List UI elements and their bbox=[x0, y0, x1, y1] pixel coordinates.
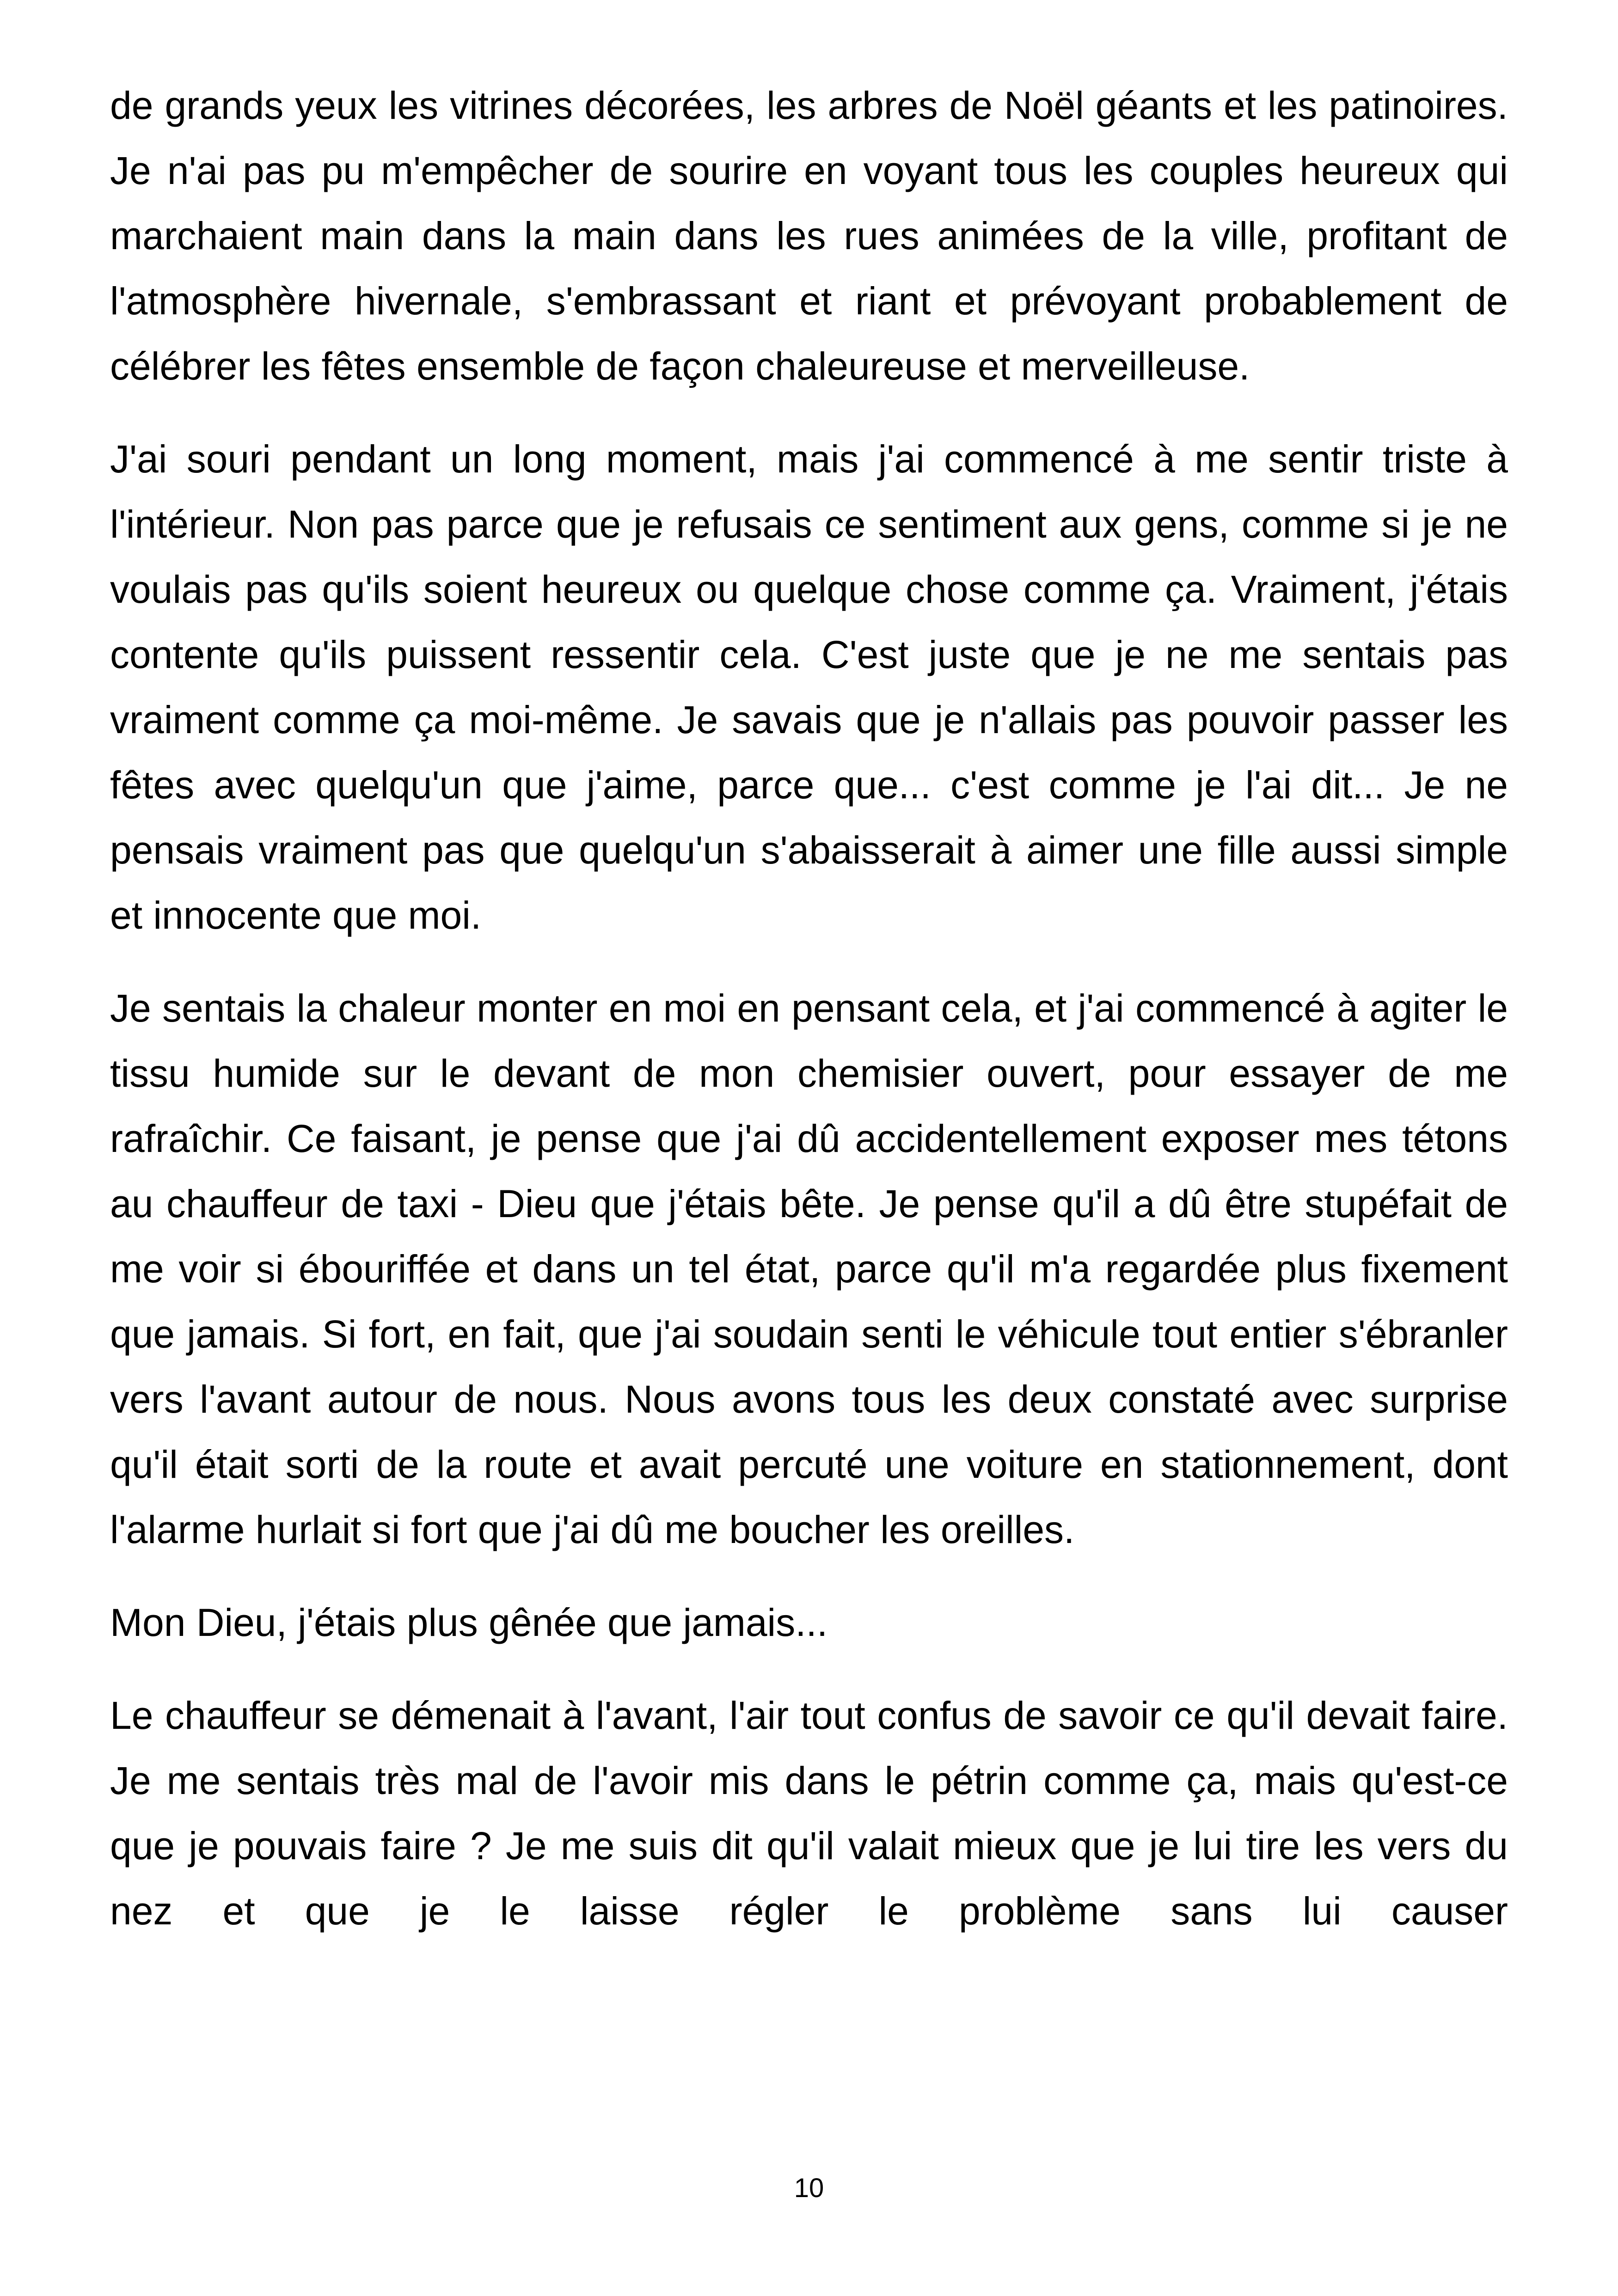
paragraph-1: de grands yeux les vitrines décorées, les arbres de Noël géants et les patinoires. Je n'ai pas pu m'empêcher de sourire en voyant tous les couples heureux qui marchaient main dans la main dans les rues animées de la ville, profitant de l'atmosphère hivernale, s'embrassant et riant et prévoyant probablement de célébrer les fêtes ensemble de façon chaleureuse et merveilleuse. bbox=[110, 84, 1508, 388]
paragraph-4: Mon Dieu, j'étais plus gênée que jamais... bbox=[110, 1601, 828, 1644]
paragraph-3: Je sentais la chaleur monter en moi en pensant cela, et j'ai commencé à agiter le tissu humide sur le devant de mon chemisier ouvert, pour essayer de me rafraîchir. Ce faisant, je pense que j'ai dû accidentellement exposer mes tétons au chauffeur de taxi - Dieu que j'étais bête. Je pense qu'il a dû être stupéfait de me voir si ébouriffée et dans un tel état, parce qu'il m'a regardée plus fixement que jamais. Si fort, en fait, que j'ai soudain senti le véhicule tout entier s'ébranler vers l'avant autour de nous. Nous avons tous les deux constaté avec surprise qu'il était sorti de la route et avait percuté une voiture en stationnement, dont l'alarme hurlait si fort que j'ai dû me boucher les oreilles. bbox=[110, 986, 1508, 1551]
body-text bbox=[110, 73, 1508, 1971]
page-number: 10 bbox=[794, 2173, 824, 2203]
paragraph-5: Le chauffeur se démenait à l'avant, l'air tout confus de savoir ce qu'il devait faire. Je me sentais très mal de l'avoir mis dans le pétrin comme ça, mais qu'est-ce que je pouvais faire ? Je me suis dit qu'il valait mieux que je lui tire les vers du nez et que je le laisse régler le problème sans lui causer bbox=[110, 1694, 1508, 1933]
paragraph-2: J'ai souri pendant un long moment, mais j'ai commencé à me sentir triste à l'intérieur. Non pas parce que je refusais ce sentiment aux gens, comme si je ne voulais pas qu'ils soient heureux ou quelque chose comme ça. Vraiment, j'étais contente qu'ils puissent ressentir cela. C'est juste que je ne me sentais pas vraiment comme ça moi-même. Je savais que je n'allais pas pouvoir passer les fêtes avec quelqu'un que j'aime, parce que... c'est comme je l'ai dit... Je ne pensais vraiment pas que quelqu'un s'abaisserait à aimer une fille aussi simple et innocente que moi. bbox=[110, 437, 1508, 937]
